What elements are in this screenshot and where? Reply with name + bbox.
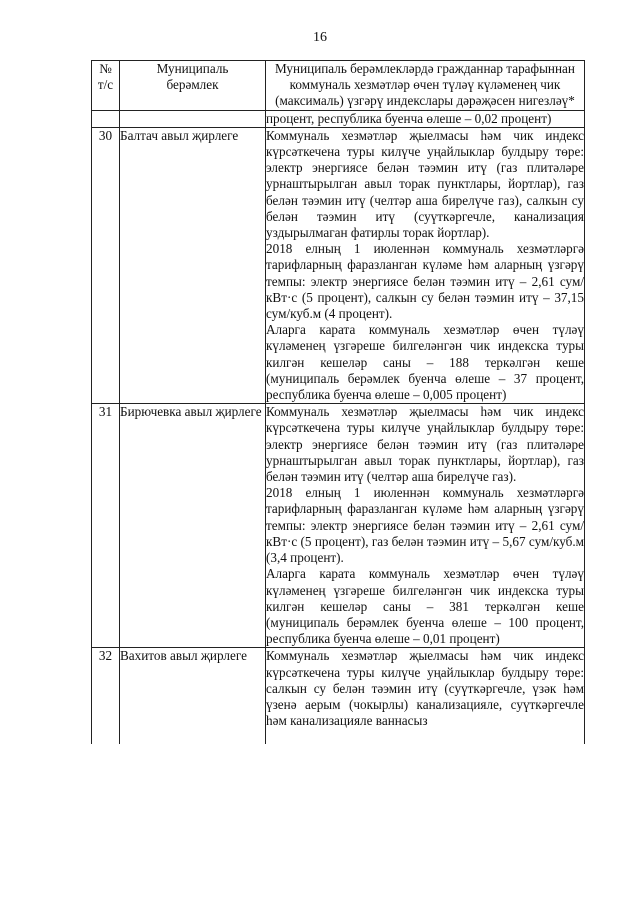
- basis-text-cell: [266, 127, 585, 403]
- municipality-name: Балтач авыл җирлеге: [120, 127, 266, 403]
- row-number: 30: [92, 127, 120, 403]
- header-num: [92, 61, 120, 111]
- basis-text-cell: [266, 404, 585, 648]
- continuation-text: процент, республика буенча өлеше – 0,02 процент): [266, 110, 552, 126]
- municipality-name: Вахитов авыл җирлеге: [120, 648, 266, 745]
- basis-paragraph: Аларга карата коммуналь хезмәтләр өчен түләү күләменең үзгәреше билгеләнгән чик индекска туры килгән кешеләр саны – 381 теркәлгән кеше (муниципаль берәмлек буенча өлеше – 100 процент, республика буенча өлеше – 0,01 процент): [266, 566, 584, 647]
- header-basis-text: Муниципаль берәмлекләрдә гражданнар тарафыннан коммуналь хезмәтләр өчен түләү күләменең чик (максималь) үзгәрү индекслары дәрәҗәсен нигезләү*: [275, 61, 575, 109]
- basis-paragraph: Коммуналь хезмәтләр җыелмасы һәм чик индекс күрсәткечена туры килүче уңайлыклар булдыру төре: салкын су белән тәэмин итү (суүткәргечле, үзәк һәм үзенә аерым (чокырлы) канализацияле, суүткәргечле һәм канализацияле ваннасыз: [266, 648, 584, 729]
- basis-paragraph: 2018 елның 1 июленнән коммуналь хезмәтләргә тарифларның фаразланган күләме һәм аларның үзгәрү темпы: электр энергиясе белән тәэмин итү – 2,61 сум/кВт·с (5 процент), салкын су белән тәэмин итү – 37,15 сум/куб.м (4 процент).: [266, 241, 584, 322]
- basis-paragraph: Коммуналь хезмәтләр җыелмасы һәм чик индекс күрсәткечена туры килүче уңайлыклар булдыру төре: электр энергиясе белән тәэмин итү (газ плитәләре урнаштырылган авыл торак пунктлары, йортлар), газ белән тәэмин итү (челтәр аша бирелүче газ).: [266, 404, 584, 485]
- row-number: 31: [92, 404, 120, 648]
- basis-text-cell: [266, 648, 585, 745]
- header-municipality-text: Муниципаль берәмлек: [156, 61, 229, 93]
- continuation-num-cell: [92, 110, 120, 127]
- header-municipality: [120, 61, 266, 111]
- continuation-name-cell: [120, 110, 266, 127]
- continuation-text-cell: [266, 110, 585, 127]
- table-row: [92, 648, 585, 745]
- table-row-continuation: [92, 110, 585, 127]
- row-number: 32: [92, 648, 120, 745]
- page-number: 16: [313, 30, 327, 45]
- basis-paragraph: 2018 елның 1 июленнән коммуналь хезмәтләргә тарифларның фаразланган күләме һәм аларның үзгәрү темпы: электр энергиясе белән тәэмин итү – 2,61 сум/кВт·с (5 процент), газ белән тәэмин итү – 5,67 сум/куб.м (3,4 процент).: [266, 485, 584, 566]
- table-header-row: [92, 61, 585, 111]
- header-basis: [266, 61, 585, 111]
- header-num-text: № т/с: [97, 61, 114, 93]
- municipal-index-table: [91, 60, 585, 744]
- basis-paragraph: Коммуналь хезмәтләр җыелмасы һәм чик индекс күрсәткечена туры килүче уңайлыклар булдыру төре: электр энергиясе белән тәэмин итү (газ плитәләре урнаштырылган авыл торак пунктлары, йортлар), газ белән тәэмин итү (челтәр аша бирелүче газ), салкын су белән тәэмин итү (суүткәргечле, канализация уздырылмаган фатирлы торак йортлар).: [266, 127, 584, 241]
- basis-text-clip: [266, 648, 584, 744]
- municipality-name: Бирючевка авыл җирлеге: [120, 404, 266, 648]
- basis-paragraph: Аларга карата коммуналь хезмәтләр өчен түләү күләменең үзгәреше билгеләнгән чик индекска туры килгән кешеләр саны – 188 теркәлгән кеше (муниципаль берәмлек буенча өлеше – 37 процент, республика буенча өлеше – 0,005 процент): [266, 322, 584, 403]
- table-row: [92, 127, 585, 403]
- table-row: [92, 404, 585, 648]
